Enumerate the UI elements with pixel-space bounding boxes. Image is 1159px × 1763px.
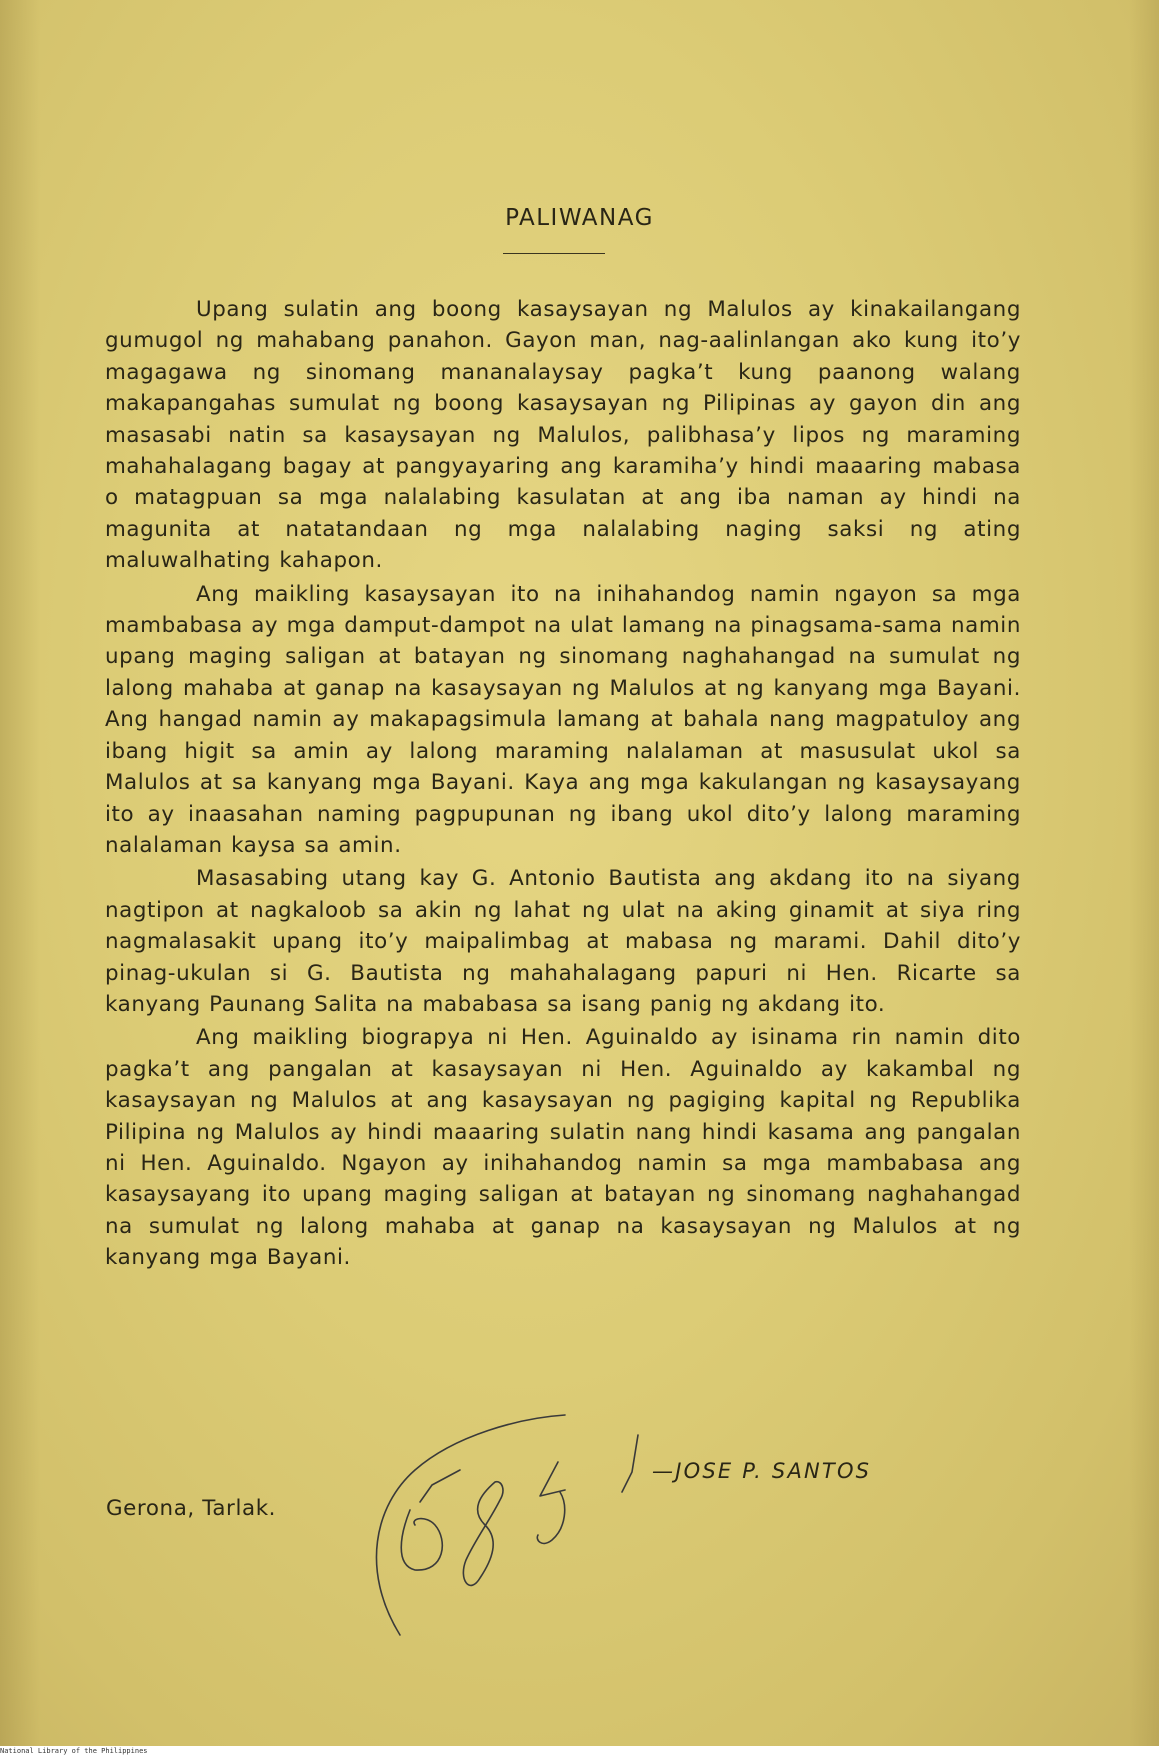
paragraph-2: Ang maikling kasaysayan ito na inihahandog namin ngayon sa mga mambabasa ay mga damput-dampot na ulat lamang na pinagsama-sama namin upang maging saligan at batayan ng sinomang naghahangad na sumulat ng lalong mahaba at ganap na kasaysayan ng Malulos at ng kanyang mga Bayani. Ang hangad namin ay makapagsimula lamang at bahala nang magpatuloy ang ibang higit sa amin ay lalong maraming nalalaman at masusulat ukol sa Malulos at sa kanyang mga Bayani. Kaya ang mga kakulangan ng kasaysayang ito ay inaasahan naming pagpupunan ng ibang ukol dito’y lalong maraming nalalaman kaysa sa amin. [105, 581, 1021, 858]
scan-credit: National Library of the Philippines [0, 1747, 148, 1755]
paragraph-1: Upang sulatin ang boong kasaysayan ng Malulos ay kinakailangang gumugol ng mahabang panahon. Gayon man, nag-aalinlangan ako kung ito’y magagawa ng sinomang mananalaysay pagka’t kung paanong walang makapangahas sumulat ng boong kasaysayan ng Pilipinas ay gayon din ang masasabi natin sa kasaysayan ng Malulos, palibhasa’y lipos ng maraming mahahalagang bagay at pangyayaring ang karamiha’y hindi maaaring mabasa o matagpuan sa mga nalalabing kasulatan at ang iba naman ay hindi na magunita at natatandaan ng mga nalalabing naging saksi ng ating maluwalhating kahapon. [105, 297, 1021, 574]
body-text [105, 294, 1021, 1276]
title-underline [503, 253, 605, 254]
author-signature: —JOSE P. SANTOS [652, 1459, 872, 1483]
page-title: PALIWANAG [505, 205, 654, 231]
place-line: Gerona, Tarlak. [106, 1496, 277, 1521]
handwritten-pencil-number [360, 1400, 690, 1640]
paragraph-3: Masasabing utang kay G. Antonio Bautista ang akdang ito na siyang nagtipon at nagkaloob sa akin ng lahat ng ulat na aking ginamit at siya ring nagmalasakit upang ito’y maipalimbag at mabasa ng marami. Dahil dito’y pinag-ukulan si G. Bautista ng mahahalagang papuri ni Hen. Ricarte sa kanyang Paunang Salita na mababasa sa isang panig ng akdang ito. [105, 866, 1021, 1017]
paragraph-4: Ang maikling biograpya ni Hen. Aguinaldo ay isinama rin namin dito pagka’t ang pangalan at kasaysayan ni Hen. Aguinaldo ay kakambal ng kasaysayan ng Malulos at ang kasaysayan ng pagiging kapital ng Republika Pilipina ng Malulos ay hindi maaaring sulatin nang hindi kasama ang pangalan ni Hen. Aguinaldo. Ngayon ay inihahandog namin sa mga mambabasa ang kasaysayang ito upang maging saligan at batayan ng sinomang naghahangad na sumulat ng lalong mahaba at ganap na kasaysayan ng Malulos at ng kanyang mga Bayani. [105, 1025, 1021, 1271]
